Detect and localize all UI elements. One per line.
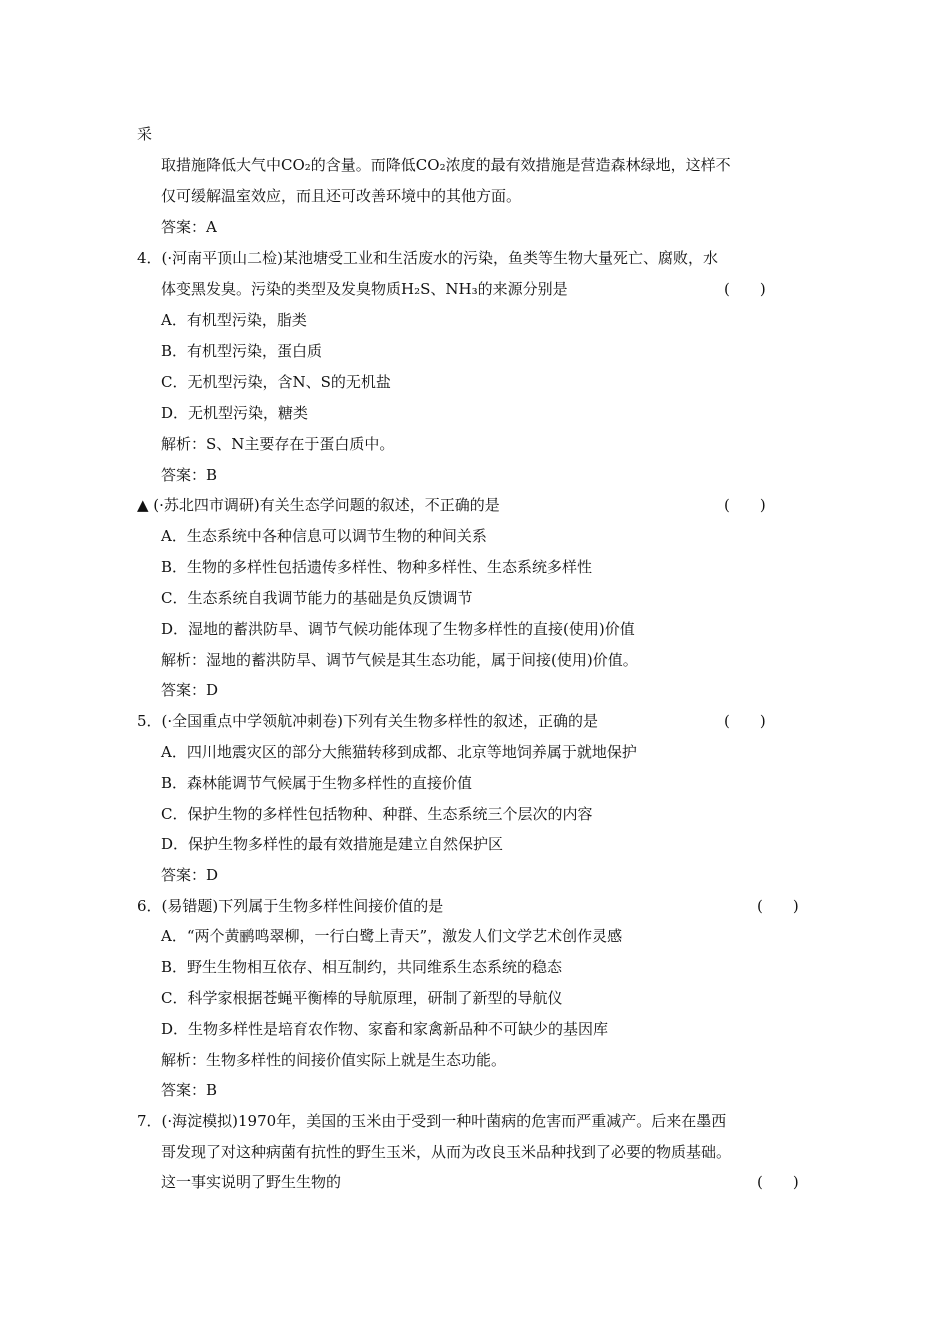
question-triangle-stem: ▲ (·苏北四市调研)有关生态学问题的叙述，不正确的是: [137, 496, 500, 514]
option-a: A．生态系统中各种信息可以调节生物的种间关系: [161, 527, 487, 545]
option-c: C．科学家根据苍蝇平衡棒的导航原理，研制了新型的导航仪: [161, 989, 563, 1007]
answer-line: 答案：B: [161, 1081, 218, 1099]
option-a: A．“两个黄鹂鸣翠柳，一行白鹭上青天”，激发人们文学艺术创作灵感: [161, 927, 623, 945]
question-4-stem: 4．(·河南平顶山二检)某池塘受工业和生活废水的污染，鱼类等生物大量死亡、腐败，水: [137, 249, 719, 267]
answer-line: 答案：D: [161, 681, 219, 699]
question-4-stem-cont: 体变黑发臭。污染的类型及发臭物质H₂S、NH₃的来源分别是: [161, 280, 568, 298]
question-5-stem: 5．(·全国重点中学领航冲刺卷)下列有关生物多样性的叙述，正确的是: [137, 712, 599, 730]
option-d: D．生物多样性是培育农作物、家畜和家禽新品种不可缺少的基因库: [161, 1020, 609, 1038]
option-c: C．无机型污染，含N、S的无机盐: [161, 373, 391, 391]
answer-paren: ( ): [724, 496, 766, 514]
answer-line: 答案：A: [161, 218, 217, 236]
option-b: B．生物的多样性包括遗传多样性、物种多样性、生态系统多样性: [161, 558, 593, 576]
answer-paren: ( ): [757, 897, 799, 915]
option-d: D．保护生物多样性的最有效措施是建立自然保护区: [161, 835, 504, 853]
option-c: C．保护生物的多样性包括物种、种群、生态系统三个层次的内容: [161, 805, 593, 823]
analysis-line: 解析：生物多样性的间接价值实际上就是生态功能。: [161, 1051, 507, 1069]
answer-paren: ( ): [724, 280, 766, 298]
option-a: A．四川地震灾区的部分大熊猫转移到成都、北京等地饲养属于就地保护: [161, 743, 637, 761]
answer-paren: ( ): [724, 712, 766, 730]
answer-line: 答案：D: [161, 866, 219, 884]
answer-paren: ( ): [757, 1173, 799, 1191]
question-7-stem: 7．(·海淀模拟)1970年，美国的玉米由于受到一种叶菌病的危害而严重减产。后来在墨西: [137, 1112, 727, 1130]
question-7-stem-cont: 哥发现了对这种病菌有抗性的野生玉米，从而为改良玉米品种找到了必要的物质基础。: [161, 1143, 732, 1161]
text-line: 采: [137, 125, 153, 143]
analysis-line: 解析：S、N主要存在于蛋白质中。: [161, 435, 395, 453]
option-d: D．无机型污染，糖类: [161, 404, 309, 422]
option-a: A．有机型污染，脂类: [161, 311, 307, 329]
text-line: 取措施降低大气中CO₂的含量。而降低CO₂浓度的最有效措施是营造森林绿地，这样不: [161, 156, 731, 174]
option-b: B．有机型污染，蛋白质: [161, 342, 323, 360]
question-6-stem: 6．(易错题)下列属于生物多样性间接价值的是: [137, 897, 444, 915]
analysis-line: 解析：湿地的蓄洪防旱、调节气候是其生态功能，属于间接(使用)价值。: [161, 651, 638, 669]
question-7-stem-cont: 这一事实说明了野生生物的: [161, 1173, 342, 1191]
option-b: B．森林能调节气候属于生物多样性的直接价值: [161, 774, 473, 792]
option-c: C．生态系统自我调节能力的基础是负反馈调节: [161, 589, 473, 607]
text-line: 仅可缓解温室效应，而且还可改善环境中的其他方面。: [161, 187, 522, 205]
answer-line: 答案：B: [161, 466, 218, 484]
option-d: D．湿地的蓄洪防旱、调节气候功能体现了生物多样性的直接(使用)价值: [161, 620, 635, 638]
option-b: B．野生生物相互依存、相互制约，共同维系生态系统的稳态: [161, 958, 563, 976]
